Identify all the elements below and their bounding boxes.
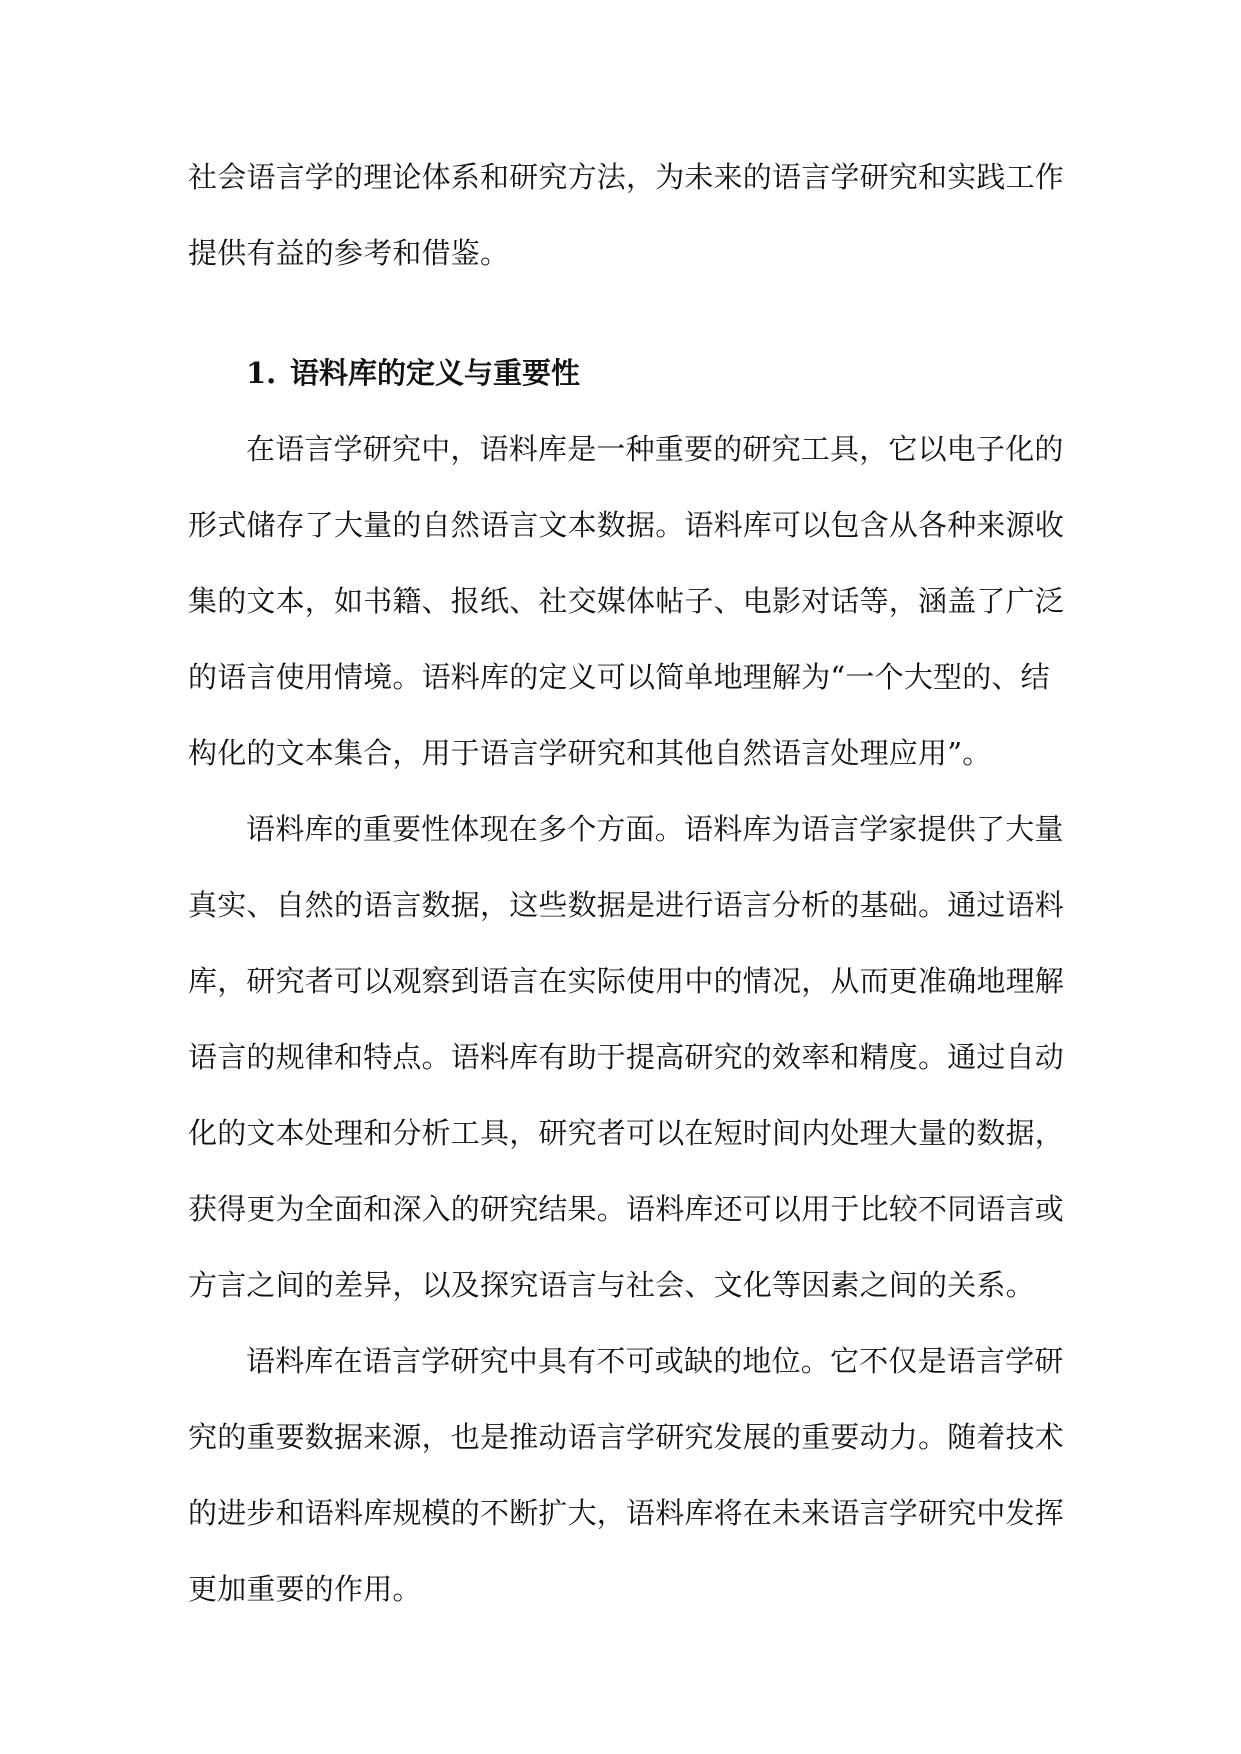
- text-line: 语料库的重要性体现在多个方面。语料库为语言学家提供了大量: [246, 812, 1064, 846]
- paragraph-importance: [188, 791, 1065, 1323]
- paragraph-definition: [188, 411, 1065, 791]
- text-line: 库，研究者可以观察到语言在实际使用中的情况，从而更准确地理解: [188, 964, 1065, 998]
- text-line: 化的文本处理和分析工具，研究者可以在短时间内处理大量的数据，: [188, 1116, 1065, 1150]
- section-number: 1.: [246, 356, 277, 390]
- text-line: 获得更为全面和深入的研究结果。语料库还可以用于比较不同语言或: [188, 1192, 1065, 1226]
- section-heading: [188, 335, 1054, 411]
- text-line: 方言之间的差异，以及探究语言与社会、文化等因素之间的关系。: [188, 1268, 1035, 1302]
- text-line: 集的文本，如书籍、报纸、社交媒体帖子、电影对话等，涵盖了广泛: [188, 584, 1065, 618]
- text-line: 语言的规律和特点。语料库有助于提高研究的效率和精度。通过自动: [188, 1040, 1065, 1074]
- text-line: 在语言学研究中，语料库是一种重要的研究工具，它以电子化的: [246, 432, 1064, 466]
- text-line: 真实、自然的语言数据，这些数据是进行语言分析的基础。通过语料: [188, 888, 1065, 922]
- text-line: 形式储存了大量的自然语言文本数据。语料库可以包含从各种来源收: [188, 508, 1065, 542]
- intro-paragraph: [188, 139, 1065, 291]
- text-line: 提供有益的参考和借鉴。: [188, 236, 510, 270]
- text-line: 社会语言学的理论体系和研究方法，为未来的语言学研究和实践工作: [188, 160, 1065, 194]
- text-line: 构化的文本集合，用于语言学研究和其他自然语言处理应用”。: [188, 736, 992, 770]
- text-line: 的语言使用情境。语料库的定义可以简单地理解为“一个大型的、结: [188, 660, 1050, 694]
- text-line: 更加重要的作用。: [188, 1572, 422, 1606]
- text-line: 语料库在语言学研究中具有不可或缺的地位。它不仅是语言学研: [246, 1344, 1064, 1378]
- text-line: 的进步和语料库规模的不断扩大，语料库将在未来语言学研究中发挥: [188, 1496, 1065, 1530]
- spacer: [188, 291, 1054, 335]
- text-line: 究的重要数据来源，也是推动语言学研究发展的重要动力。随着技术: [188, 1420, 1065, 1454]
- document-body: [188, 139, 1065, 1627]
- section-title: 语料库的定义与重要性: [290, 356, 581, 390]
- paragraph-status: [188, 1323, 1065, 1627]
